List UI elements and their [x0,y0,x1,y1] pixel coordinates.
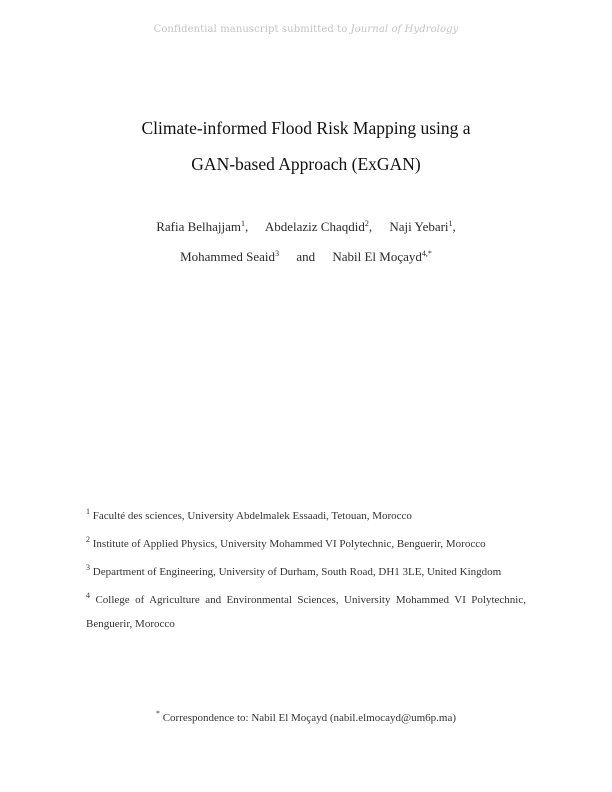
author [265,219,372,234]
and-word: and [296,249,316,264]
author-separator: , [452,219,456,234]
authors-line-2 [0,249,612,265]
affiliation-item [86,500,526,528]
affiliation-number: 1 [86,507,90,516]
correspondence-text: Nabil El Moçayd (nabil.elmocayd@um6p.ma) [251,712,457,724]
author-separator: , [245,219,249,234]
author-name: Abdelaziz Chaqdid [264,219,365,234]
author-affiliation-mark: 4,* [421,249,432,258]
affiliation-number: 3 [86,563,90,572]
correspondence-mark: * [155,709,160,718]
running-header [0,24,612,35]
affiliation-text: College of Agriculture and Environmental Sciences, University Mohammed VI Polytechnic, Benguerir, Morocco [86,594,526,630]
correspondence-note [0,709,612,724]
author [156,219,248,234]
affiliation-text: Institute of Applied Physics, University Mohammed VI Polytechnic, Benguerir, Morocco [92,538,486,550]
author-name: Nabil El Moçayd [332,249,422,264]
author-affiliation-mark: 1 [241,219,246,228]
affiliation-text: Department of Engineering, University of Durham, South Road, DH1 3LE, United Kingdom [92,566,502,578]
header-journal: Journal of Hydrology [350,24,459,35]
affiliations-list [86,500,526,636]
header-prefix: Confidential manuscript submitted to [153,24,348,35]
author [332,249,432,264]
correspondence-label: Correspondence to: [162,712,249,724]
affiliation-item [86,528,526,556]
paper-title-line-1: Climate-informed Flood Risk Mapping using a [141,118,471,138]
author-name: Mohammed Seaid [180,249,276,264]
author-separator: , [368,219,373,234]
authors-line-1 [0,219,612,235]
affiliation-item [86,556,526,584]
affiliation-text: Faculté des sciences, University Abdelmalek Essaadi, Tetouan, Morocco [92,510,412,522]
author-affiliation-mark: 1 [448,219,453,228]
paper-title-line-2: GAN-based Approach (ExGAN) [191,154,421,174]
author [389,219,455,234]
author [180,249,279,264]
author-name: Naji Yebari [389,219,449,234]
affiliation-number: 4 [86,591,90,600]
affiliation-number: 2 [86,535,90,544]
author-name: Rafia Belhajjam [156,219,242,234]
author-affiliation-mark: 3 [275,249,280,258]
author-affiliation-mark: 2 [364,219,369,228]
affiliation-item [86,584,526,636]
